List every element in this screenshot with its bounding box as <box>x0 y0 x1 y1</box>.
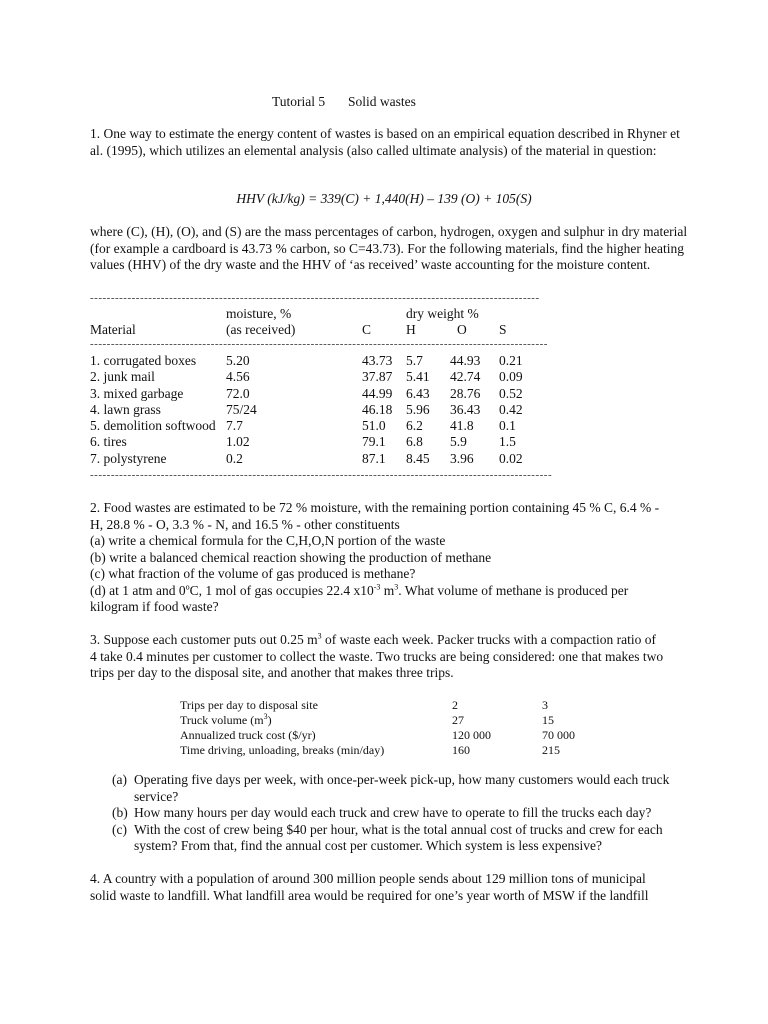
table-row <box>90 369 539 385</box>
oxygen-value: 5.9 <box>450 434 467 450</box>
list-item <box>112 822 692 855</box>
hydrogen-header: H <box>406 322 416 338</box>
table-rule-mid: -------------------------------------------------------------------------------------------------------------- <box>90 338 548 350</box>
q2-part-c: (c) what fraction of the volume of gas produced is methane? <box>90 566 416 581</box>
q2-line-2: H, 28.8 % - O, 3.3 % - N, and 16.5 % - other constituents <box>90 516 400 532</box>
sulphur-value: 0.09 <box>499 369 523 385</box>
materials-table <box>90 353 539 467</box>
sulphur-value: 0.21 <box>499 353 523 368</box>
list-item-text: Operating five days per week, with once-per-week pick-up, how many customers would each truck service? <box>134 772 670 804</box>
q1-intro: 1. One way to estimate the energy content of wastes is based on an empirical equation described in Rhyner et al. (1995), which utilizes an elemental analysis (also called ultimate analysis) of the material in question: <box>90 126 680 158</box>
q3-line-1: 3. Suppose each customer puts out 0.25 $m^3$ of waste each week. Packer trucks with a compaction ratio of <box>90 631 656 647</box>
carbon-value: 87.1 <box>362 450 386 466</box>
list-item-text: With the cost of crew being $40 per hour, what is the total annual cost of trucks and crew for each system? From that, find the annual cost per customer. Which system is less expensive? <box>134 821 663 853</box>
tutorial-title: Tutorial 5 <box>272 94 326 109</box>
sulphur-value: 0.1 <box>499 418 516 434</box>
oxygen-header: O <box>457 322 467 338</box>
materials-table-header <box>90 306 507 339</box>
q3-line-2: 4 take 0.4 minutes per customer to collect the waste. Two trucks are being considered: one that makes two <box>90 648 664 664</box>
sulphur-value: 0.42 <box>499 401 523 417</box>
truck-param-label: Annualized truck cost ($/yr) <box>180 728 316 742</box>
truck-param-label: Time driving, unloading, breaks (min/day) <box>180 743 385 757</box>
sulphur-value: 0.52 <box>499 385 523 401</box>
table-row <box>180 713 575 728</box>
hydrogen-value: 6.8 <box>406 434 423 450</box>
list-item-label: (a) <box>112 772 127 787</box>
carbon-header: C <box>362 322 372 338</box>
oxygen-value: 3.96 <box>450 450 474 466</box>
hhv-formula: HHV (kJ/kg) = 339(C) + 1,440(H) – 139 (O) + 105(S) <box>236 191 532 206</box>
material-name: 1. corrugated boxes <box>90 353 197 368</box>
q4-line-1: 4. A country with a population of around 300 million people sends about 129 million tons of municipal <box>90 871 646 886</box>
truck-param-label: Truck volume $(m^3)$ <box>180 712 272 727</box>
truck-option-3-value: 15 <box>542 713 554 727</box>
table-row <box>90 402 539 418</box>
hydrogen-value: 5.41 <box>406 369 430 385</box>
tutorial-subject: Solid wastes <box>348 94 416 109</box>
dry-weight-header: dry weight % <box>406 306 479 321</box>
table-row <box>90 434 539 450</box>
truck-table <box>180 698 575 758</box>
q3-parts <box>112 772 692 855</box>
list-item-label: (c) <box>112 821 127 837</box>
material-header: Material <box>90 322 136 338</box>
q1-text: where (C), (H), (O), and (S) are the mass percentages of carbon, hydrogen, oxygen and sulphur in dry material (for example a cardboard is 43.73 % carbon, so C=43.73). For the following materials, find the higher heating values (HHV) of the dry waste and the HHV of ‘as received’ waste accounting for the moisture content. <box>90 224 688 272</box>
q4-block <box>90 870 690 904</box>
material-name: 4. lawn grass <box>90 401 161 417</box>
carbon-value: 43.73 <box>362 353 393 368</box>
moisture-value: 7.7 <box>226 418 243 434</box>
material-name: 5. demolition softwood <box>90 418 216 434</box>
list-item <box>112 805 692 822</box>
oxygen-value: 36.43 <box>450 401 481 417</box>
q2-part-d: (d) at 1 atm and 0$^o$C, 1 mol of gas occupies 22.4 $x10^{-3}$ $m^3$. What volume of methane is produced per <box>90 582 629 598</box>
material-name: 7. polystyrene <box>90 450 167 466</box>
carbon-value: 79.1 <box>362 434 386 450</box>
list-item-label: (b) <box>112 805 128 820</box>
q4-line-2: solid waste to landfill. What landfill area would be required for one’s year worth of MSW if the landfill <box>90 888 649 903</box>
moisture-value: 0.2 <box>226 450 243 466</box>
moisture-value: 1.02 <box>226 434 250 450</box>
truck-option-3-value: 70 000 <box>542 728 575 742</box>
truck-param-label: Trips per day to disposal site <box>180 698 318 712</box>
truck-option-2-value: 2 <box>452 698 458 712</box>
material-name: 6. tires <box>90 434 127 450</box>
q2-line-1: 2. Food wastes are estimated to be 72 % moisture, with the remaining portion containing 45 % C, 6.4 % - <box>90 500 660 515</box>
sulphur-value: 1.5 <box>499 434 516 450</box>
table-row <box>180 698 575 713</box>
table-row <box>90 418 539 434</box>
list-item-text: How many hours per day would each truck and crew have to operate to fill the trucks each day? <box>134 805 652 820</box>
table-row <box>180 743 575 758</box>
hydrogen-value: 6.43 <box>406 385 430 401</box>
moisture-value: 72.0 <box>226 385 250 401</box>
oxygen-value: 42.74 <box>450 369 481 385</box>
truck-option-3-value: 3 <box>542 698 548 712</box>
truck-option-2-value: 160 <box>452 743 470 757</box>
material-name: 3. mixed garbage <box>90 385 184 401</box>
moisture-value: 5.20 <box>226 353 250 368</box>
hydrogen-value: 6.2 <box>406 418 423 434</box>
q3-block <box>90 632 690 682</box>
oxygen-value: 41.8 <box>450 418 474 434</box>
carbon-value: 46.18 <box>362 401 393 417</box>
truck-option-2-value: 120 000 <box>452 728 491 742</box>
table-rule-top: ------------------------------------------------------------------------------------------------------------ <box>90 292 540 304</box>
carbon-value: 37.87 <box>362 369 393 385</box>
carbon-value: 51.0 <box>362 418 386 434</box>
q2-part-a: (a) write a chemical formula for the C,H,O,N portion of the waste <box>90 533 446 548</box>
moisture-header-bottom: (as received) <box>226 322 296 338</box>
moisture-header-top: moisture, % <box>226 306 292 321</box>
table-row <box>90 353 539 369</box>
hydrogen-value: 5.96 <box>406 401 430 417</box>
material-name: 2. junk mail <box>90 369 155 385</box>
oxygen-value: 44.93 <box>450 353 481 368</box>
truck-option-2-value: 27 <box>452 713 464 727</box>
moisture-value: 75/24 <box>226 401 257 417</box>
table-rule-bottom: --------------------------------------------------------------------------------------------------------------- <box>90 469 553 481</box>
table-row <box>180 728 575 743</box>
q3-line-3: trips per day to the disposal site, and another that makes three trips. <box>90 665 454 680</box>
sulphur-header: S <box>499 322 507 338</box>
sulphur-value: 0.02 <box>499 450 523 466</box>
table-row <box>90 451 539 467</box>
oxygen-value: 28.76 <box>450 385 481 401</box>
q2-last-line: kilogram if food waste? <box>90 599 219 614</box>
truck-option-3-value: 215 <box>542 743 560 757</box>
carbon-value: 44.99 <box>362 385 393 401</box>
q2-part-b: (b) write a balanced chemical reaction showing the production of methane <box>90 549 492 565</box>
list-item <box>112 772 692 805</box>
table-row <box>90 386 539 402</box>
moisture-value: 4.56 <box>226 369 250 385</box>
hydrogen-value: 8.45 <box>406 450 430 466</box>
hydrogen-value: 5.7 <box>406 353 423 368</box>
q2-block <box>90 500 690 616</box>
document-header <box>272 94 416 110</box>
